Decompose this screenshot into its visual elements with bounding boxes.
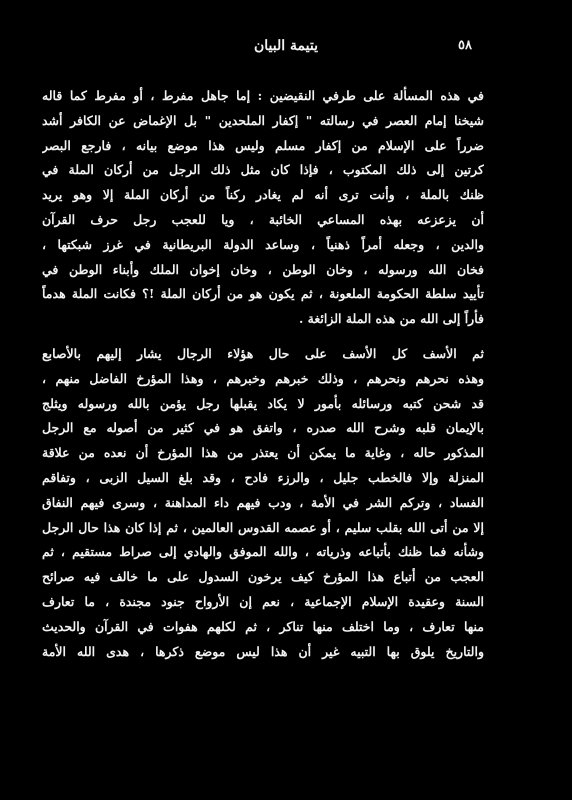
text-line: والتاريخ يلوق بها التبيه غير أن هذا ليس موضع ذكرها ، هدى الله الأمة [42, 643, 484, 659]
text-line: شيخنا إمام العصر في رسالته " إكفار الملحدين " بل الإغماض عن الكافر أشد [42, 112, 484, 128]
text-line: وهذه نحرهم ونحرهم ، وذلك خبرهم وخبرهم ، وهذا المؤرخ الفاضل منهم ، [42, 370, 484, 386]
text-line: ضرراً على الإسلام من إكفار مسلم وليس هذا موضع بيانه ، فارجع البصر [42, 137, 484, 153]
text-line: ظنك بالملة ، وأنت ترى أنه لم يغادر ركناً من أركان الملة إلا وهو يريد [42, 187, 484, 203]
text-line: كرتين إلى ذلك المكتوب ، فإذا كان مثل ذلك الرجل من أركان الملة في [42, 162, 484, 178]
text-line: تأييد سلطة الحكومة الملعونة ، ثم يكون هو من أركان الملة !؟ فكانت الملة هدماً [42, 286, 484, 302]
text-line: إلا من أتى الله بقلب سليم ، أو عصمه القدوس العالمين ، ثم إذا كان هذا حال الرجل [42, 519, 484, 535]
text-line: بالإيمان قلبه وشرح الله صدره ، واتفق هو في كثير من أصوله مع الرجل [42, 420, 484, 436]
text-line: الفساد ، وتركم الشر في الأمة ، ودب فيهم داء المداهنة ، وسرى فيهم النفاق [42, 494, 484, 510]
text-line: والدين ، وجعله أمراً ذهنياً ، وساعد الدولة البريطانية في غرز شبكتها ، [42, 236, 484, 252]
text-line: قد شحن كتبه ورسائله بأمور لا يكاد يقبلها رجل يؤمن بالله ورسوله ويثلج [42, 395, 484, 411]
page-number: ٥٨ [458, 38, 472, 53]
text-line: أن يزعزعه بهذه المساعي الخائبة ، ويا للعجب رجل حرف القرآن [42, 211, 484, 227]
text-line: السنة وعقيدة الإسلام الإجماعية ، نعم إن الأرواح جنود مجندة ، ما تعارف [42, 593, 484, 609]
text-line: وشأنه فما ظنك بأتباعه وذرياته ، والله الموفق والهادي إلى صراط مستقيم ، ثم [42, 544, 484, 560]
page-header [40, 38, 532, 62]
body-text [42, 84, 484, 664]
text-line: فأراً إلى الله من هذه الملة الزائغة . [298, 311, 484, 327]
text-line: العجب من أتباع هذا المؤرخ كيف يرخون السدول على ما خالف فيه صرائح [42, 569, 484, 585]
text-line: منها تعارف ، وما اختلف منها تناكر ، ثم لكلهم هفوات في القرآن والحديث [42, 618, 484, 634]
paragraph-2 [42, 342, 484, 664]
text-line: المنزلة وإلا فالخطب جليل ، والرزء فادح ، وقد بلغ السيل الزبى ، وتفاقم [42, 469, 484, 485]
text-line: في هذه المسألة على طرفي النقيضين : إما جاهل مفرط ، أو مفرط كما قاله [42, 88, 484, 103]
text-line: فخان الله ورسوله ، وخان الوطن ، وخان إخوان الملك وأبناء الوطن في [42, 261, 484, 277]
text-line: ثم الأسف كل الأسف على حال هؤلاء الرجال يشار إليهم بالأصابع [42, 345, 484, 361]
running-title: يتيمة البيان [254, 38, 318, 54]
text-line: المذكور حاله ، وغاية ما يمكن أن يعتذر من هذا المؤرخ أن نعده من علاقة [42, 445, 484, 461]
paragraph-gap [42, 332, 484, 342]
paragraph-1 [42, 84, 484, 332]
